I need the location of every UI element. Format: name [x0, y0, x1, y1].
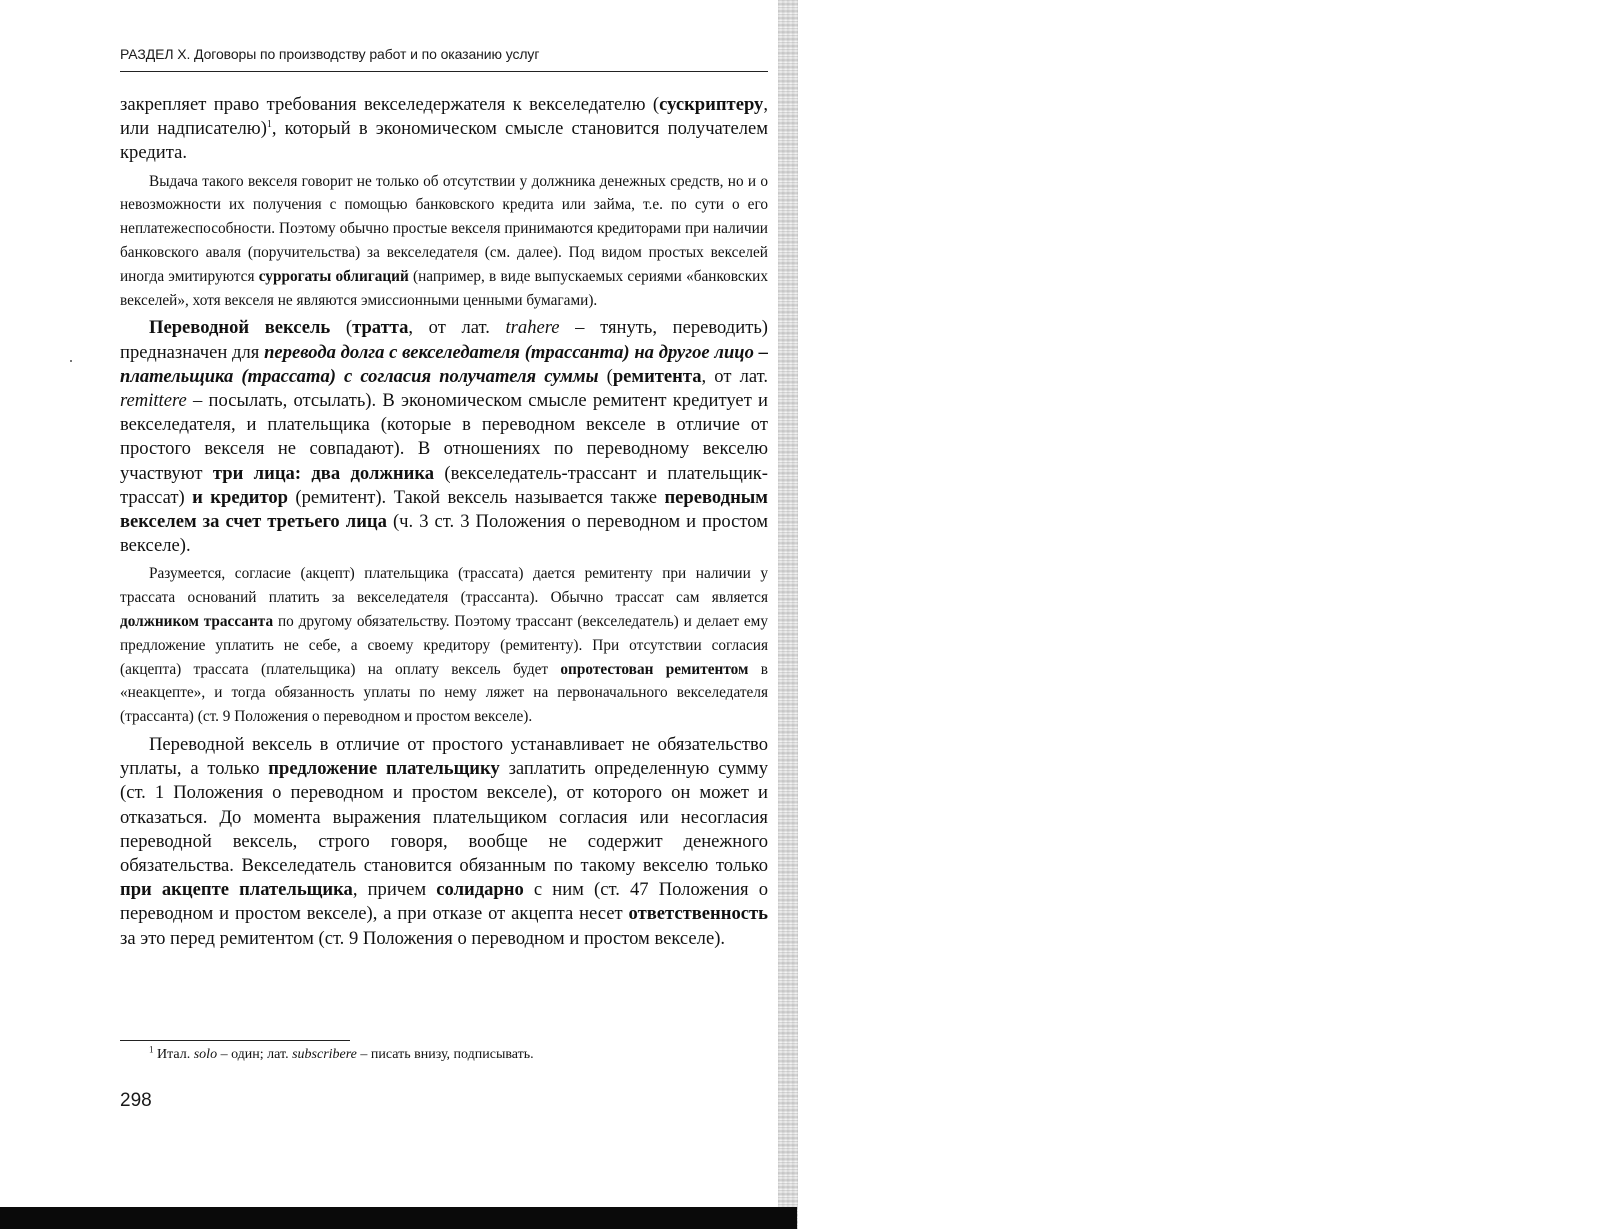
- text-span: – посылать, отсылать). В экономическом смысле ремитент кредитует и векселедателя, и плательщика (которые в переводном векселе в отличие от простого векселя не совпадают). В отношениях по переводному векселю участвуют: [120, 390, 768, 484]
- header-rule: [120, 71, 768, 72]
- latin-word: remittere: [120, 390, 187, 411]
- text-span: заплатить определенную сумму (ст. 1 Положения о переводном и простом векселе), от которого он может и отказаться. До момента выражения плательщиком согласия или несогласия переводной вексель, строго говоря, вообще не содержит денежного обязательства. Векселедатель становится обязанным по такому векселю только: [120, 758, 768, 877]
- paragraph-3: [120, 316, 768, 558]
- text-span: Выдача такого векселя говорит не только об отсутствии у должника денежных средств, но и о невозможности их получения с помощью банковского кредита или займа, т.е. по сути о его неплатежеспособности. Поэтому обычно простые векселя принимаются кредиторами при наличии банковского аваля (поручительства) за векселедателя (см. далее). Под видом простых векселей иногда эмитируются: [120, 172, 768, 285]
- paragraph-2: [120, 170, 768, 313]
- latin-word: trahere: [505, 317, 560, 339]
- footnote-mark: 1: [149, 1044, 154, 1055]
- text-span: с ним (ст. 47 Положения о переводном и простом векселе), а при отказе от акцепта несет: [120, 879, 769, 925]
- text-span: , или надписателю): [120, 94, 768, 140]
- text-span: – один; лат.: [217, 1047, 293, 1062]
- italian-word: solo: [193, 1047, 218, 1062]
- term-offer-to-payer: предложение плательщику: [268, 758, 500, 780]
- margin-speck: [70, 360, 72, 362]
- text-span: , от лат.: [701, 365, 768, 387]
- text-span: по другому обязательству. Поэтому трассант (векселедатель) и делает ему предложение уплатить не себе, а своему кредитору (ремитенту). При отсутствии согласия (акцепта) трассата (плательщика) на оплату вексель будет: [120, 613, 768, 678]
- text-span: в «неакцепте», и тогда обязанность уплаты по нему ляжет на первоначального векселедателя (трассанта) (ст. 9 Положения о переводном и простом векселе).: [120, 660, 768, 726]
- text-span: закрепляет право требования векселедержателя к векселедателю (: [120, 94, 660, 115]
- latin-word: subscribere: [292, 1047, 357, 1062]
- text-span: (ремитент). Такой вексель называется также: [287, 486, 665, 508]
- text-span: (например, в виде выпускаемых сериями «банковских векселей», хотя векселя не являются эмиссионными ценными бумагами).: [120, 267, 768, 309]
- footnote: [149, 1046, 769, 1064]
- paragraph-1: [120, 93, 768, 166]
- term-payer-acceptance: при акцепте плательщика: [120, 879, 353, 901]
- term-bill-of-exchange: Переводной вексель: [149, 317, 331, 339]
- term-remitent: ремитента: [612, 365, 702, 387]
- text-span: , причем: [352, 879, 437, 901]
- footnote-rule: [120, 1040, 350, 1041]
- term-creditor: и кредитор: [192, 486, 288, 508]
- term-surrogates: суррогаты облигаций: [258, 267, 409, 285]
- term-protested: опротестован ремитентом: [560, 660, 749, 678]
- term-third-party-bill: переводным векселем за счет третьего лица: [120, 486, 768, 533]
- emphasis-debt-transfer: перевода долга с векселедателя (трассанта) на другое лицо – плательщика (трассата) с согласия получателя суммы: [120, 341, 768, 387]
- text-span: – тянуть, переводить) предназначен для: [120, 317, 769, 363]
- text-span: Итал.: [153, 1047, 194, 1062]
- text-span: – писать внизу, подписывать.: [356, 1047, 534, 1062]
- term-drawer-debtor: должником трассанта: [120, 613, 274, 631]
- scanned-page: [0, 0, 795, 1229]
- running-header: РАЗДЕЛ X. Договоры по производству работ и по оказанию услуг: [120, 46, 540, 62]
- text-span: , от лат.: [408, 317, 506, 339]
- paragraph-5: [120, 733, 768, 951]
- text-span: за это перед ремитентом (ст. 9 Положения о переводном и простом векселе).: [120, 927, 726, 949]
- term-jointly: солидарно: [436, 879, 524, 901]
- scan-bottom-bar: [0, 1207, 797, 1229]
- text-span: (векселедатель-трассант и плательщик-трассат): [120, 462, 768, 508]
- paragraph-4: [120, 562, 768, 729]
- text-span: , который в экономическом смысле становится получателем кредита.: [120, 118, 769, 164]
- text-span: (: [330, 317, 353, 339]
- footnote-reference: 1: [266, 119, 272, 131]
- page-number: 298: [120, 1090, 152, 1111]
- text-span: Переводной вексель в отличие от простого устанавливает не обязательство уплаты, а только: [120, 734, 768, 780]
- term-suskriptor: сускриптеру: [659, 94, 764, 115]
- text-span: (: [598, 365, 613, 387]
- term-liability: ответственность: [628, 903, 768, 925]
- page-body: [120, 93, 768, 955]
- scan-edge-noise: [778, 0, 798, 1229]
- text-span: (ч. 3 ст. 3 Положения о переводном и простом векселе).: [120, 511, 768, 557]
- term-three-parties: три лица: два должника: [212, 462, 435, 484]
- term-tratta: тратта: [352, 317, 409, 339]
- text-span: Разумеется, согласие (акцепт) плательщика (трассата) дается ремитенту при наличии у трассата оснований платить за векселедателя (трассанта). Обычно трассат сам является: [120, 565, 768, 607]
